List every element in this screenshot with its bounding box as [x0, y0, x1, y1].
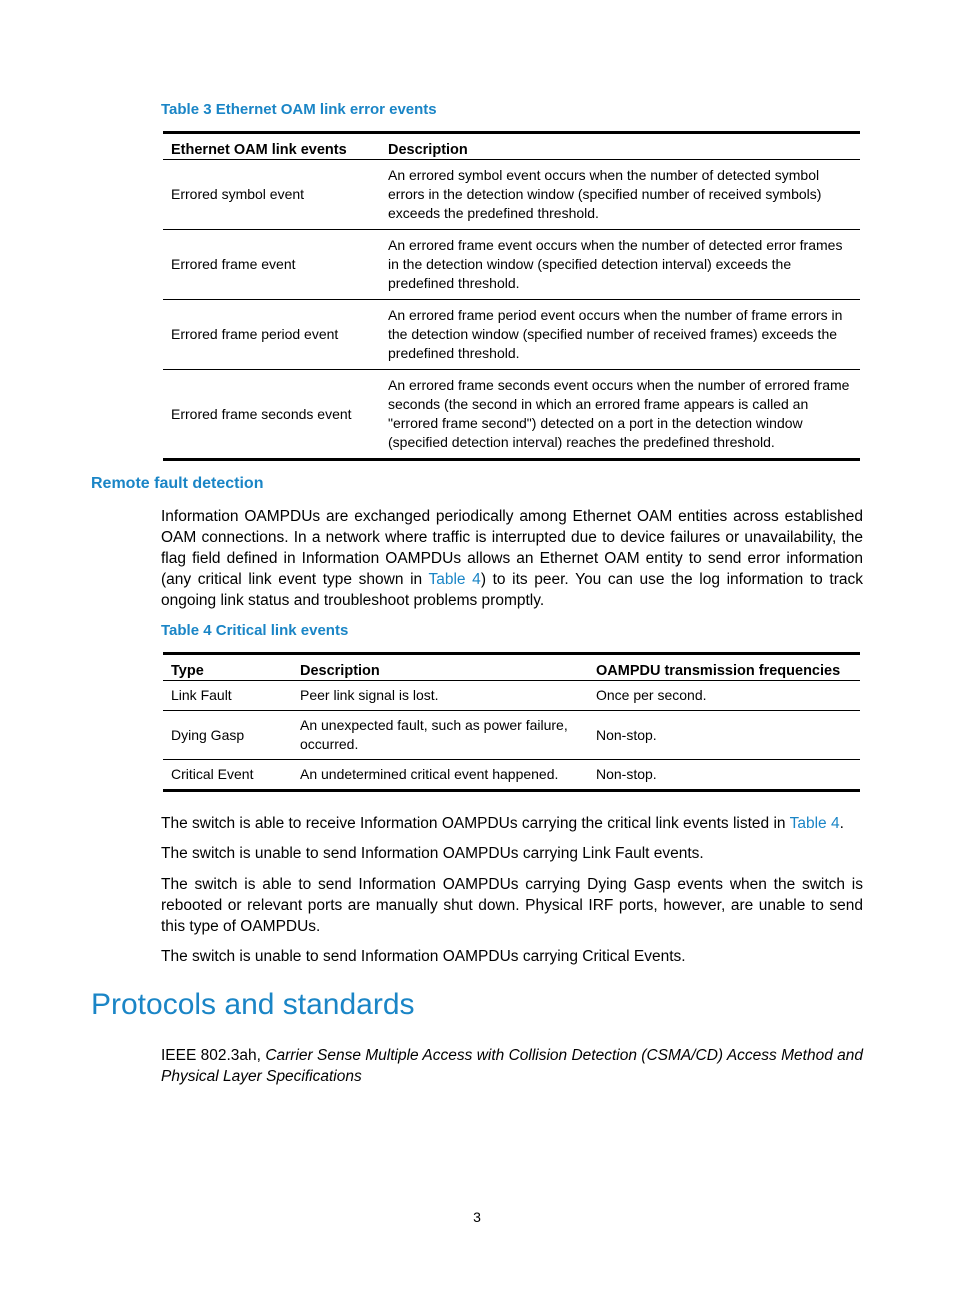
- event-description: An errored frame event occurs when the number of detected error frames in the detection window (specified detection interval) exceeds the predefined threshold.: [388, 237, 843, 291]
- section-heading-protocols: Protocols and standards: [91, 988, 415, 1021]
- remote-fault-paragraph: Information OAMPDUs are exchanged periodically among Ethernet OAM entities across established OAM connections. In a network where traffic is interrupted due to device failures or unavailability, the flag field defined in Information OAMPDUs allows an Ethernet OAM entity to send error information (any critical link event type shown in Table 4) to its peer. You can use the log information to track ongoing link status and troubleshoot problems promptly.: [161, 508, 864, 609]
- event-description: An unexpected fault, such as power failure, occurred.: [300, 717, 568, 752]
- column-header-events: Ethernet OAM link events: [171, 142, 347, 158]
- table-header-row: [163, 654, 860, 681]
- critical-link-events-table: [163, 652, 860, 792]
- event-name: Errored symbol event: [171, 186, 305, 202]
- table4-caption: Table 4 Critical link events: [161, 622, 349, 639]
- table-row: [163, 711, 860, 760]
- table4-link[interactable]: Table 4: [789, 815, 840, 832]
- note-critical-events-paragraph: The switch is unable to send Information OAMPDUs carrying Critical Events.: [161, 948, 686, 965]
- column-header-description: Description: [388, 142, 468, 158]
- link-error-events-table: [163, 131, 860, 461]
- event-type: Dying Gasp: [171, 726, 245, 743]
- table-header-row: [163, 133, 860, 160]
- event-name: Errored frame event: [171, 256, 296, 272]
- event-frequency: Non-stop.: [596, 766, 657, 782]
- standards-paragraph: IEEE 802.3ah, Carrier Sense Multiple Access with Collision Detection (CSMA/CD) Access Method and Physical Layer Specifications: [161, 1047, 863, 1085]
- page-number: 3: [473, 1209, 481, 1225]
- column-header-description: Description: [300, 663, 380, 679]
- table4-link[interactable]: Table 4: [428, 571, 481, 588]
- table-row: [163, 300, 860, 370]
- table-row: [163, 370, 860, 460]
- standard-title: Carrier Sense Multiple Access with Collision Detection (CSMA/CD) Access Method and Physical Layer Specifications: [161, 1047, 863, 1085]
- note-dying-gasp-paragraph: The switch is able to send Information OAMPDUs carrying Dying Gasp events when the switch is rebooted or relevant ports are manually shut down. Physical IRF ports, however, are unable to send this type of OAMPDUs.: [161, 876, 863, 935]
- event-description: Peer link signal is lost.: [300, 687, 439, 703]
- table3-caption: Table 3 Ethernet OAM link error events: [161, 101, 437, 118]
- event-description: An undetermined critical event happened.: [300, 766, 559, 782]
- table-row: [163, 760, 860, 791]
- table-row: [163, 230, 860, 300]
- column-header-type: Type: [171, 663, 204, 679]
- table-row: [163, 681, 860, 711]
- event-frequency: Once per second.: [596, 687, 707, 703]
- event-description: An errored frame seconds event occurs when the number of errored frame seconds (the second in which an errored frame appears is called an "errored frame second") detected on a port in the detection window (specified detection interval) reaches the predefined threshold.: [388, 377, 850, 450]
- event-description: An errored frame period event occurs when the number of frame errors in the detection window (specified number of received frames) exceeds the predefined threshold.: [388, 307, 843, 361]
- event-name: Errored frame period event: [171, 326, 339, 342]
- event-name: Errored frame seconds event: [171, 405, 352, 422]
- event-description: An errored symbol event occurs when the number of detected symbol errors in the detection window (specified number of received symbols) exceeds the predefined threshold.: [388, 167, 822, 221]
- column-header-frequency: OAMPDU transmission frequencies: [596, 663, 841, 679]
- table-row: [163, 160, 860, 230]
- event-type: Critical Event: [171, 766, 254, 782]
- section-heading-remote-fault: Remote fault detection: [91, 475, 264, 492]
- note-receive-paragraph: The switch is able to receive Information OAMPDUs carrying the critical link events listed in Table 4.: [161, 815, 844, 832]
- event-type: Link Fault: [171, 687, 232, 703]
- event-frequency: Non-stop.: [596, 726, 657, 743]
- note-link-fault-paragraph: The switch is unable to send Information OAMPDUs carrying Link Fault events.: [161, 845, 704, 862]
